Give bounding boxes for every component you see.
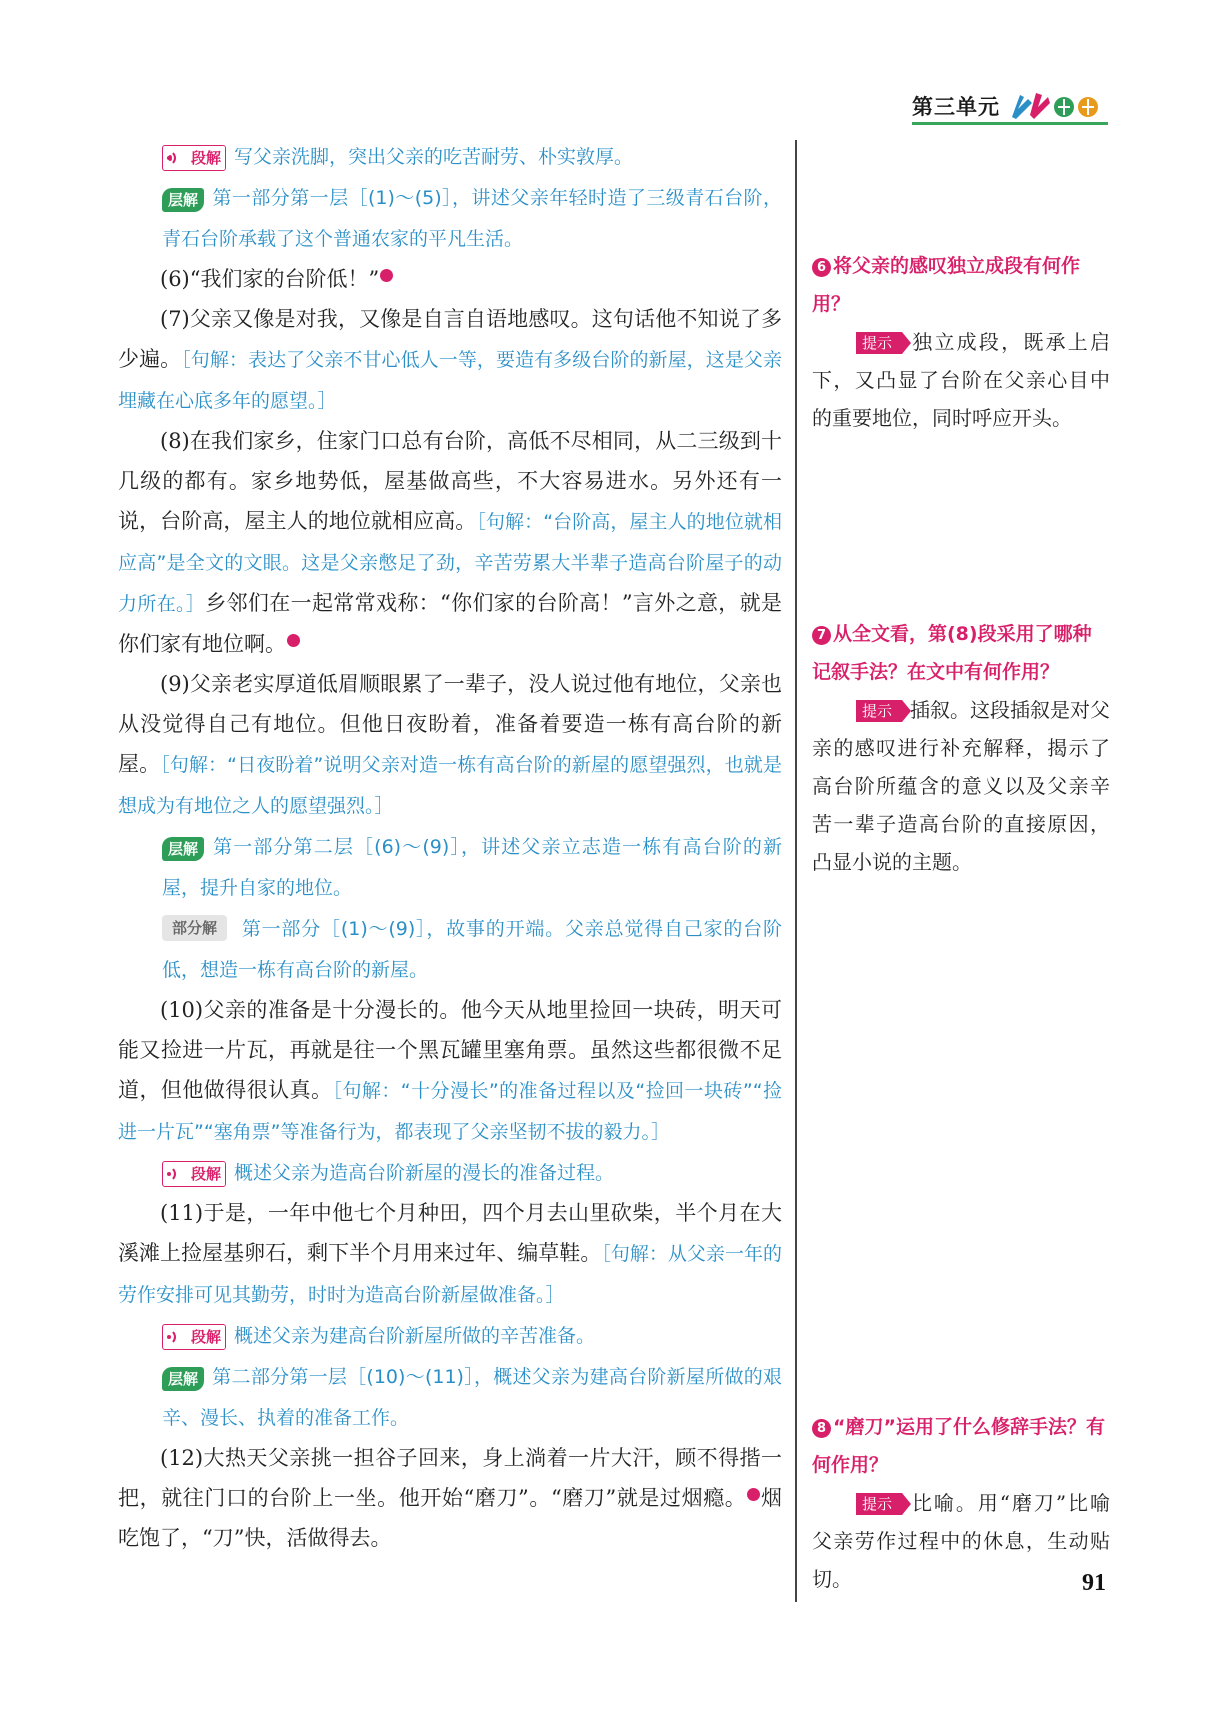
side-question-7 (812, 615, 1110, 881)
column-divider (795, 140, 797, 1602)
paragraph-note (118, 136, 782, 177)
paragraph-10: (10)父亲的准备是十分漫长的。他今天从地里捡回一块砖，明天可能又捡进一片瓦，再就是往一个黑瓦罐里塞角票。虽然这些都很微不足道，但他做得很认真。［句解：“十分漫长”的准备过程以及“捡回一块砖”“捡进一片瓦”“塞角票”等准备行为，都表现了父亲坚韧不拔的毅力。］ (118, 998, 782, 1143)
sentence-note-label: ［句解： (601, 1243, 668, 1265)
paragraph-7: (7)父亲又像是对我，又像是自言自语地感叹。这句话他不知说了多少遍。［句解：表达了父亲不甘心低人一等，要造有多级台阶的新屋，这是父亲埋藏在心底多年的愿望。］ (118, 307, 782, 412)
header-underline (912, 122, 1108, 125)
question-number: 7 (812, 626, 831, 645)
speaker-icon (163, 1162, 187, 1186)
sentence-note: 表达了父亲不甘心低人一等，要造有多级台阶的新屋，这是父亲埋藏在心底多年的愿望。］ (118, 349, 782, 412)
sentence-note: 从父亲一年的劳作安排可见其勤劳，时时为造高台阶新屋做准备。］ (118, 1243, 782, 1306)
paragraph-12: (12)大热天父亲挑一担谷子回来，身上淌着一片大汗，顾不得揩一把，就往门口的台阶上一坐。他开始“磨刀”。“磨刀”就是过烟瘾。 8烟吃饱了，“刀”快，活做得去。 (118, 1446, 796, 1550)
question-marker: 7 (287, 634, 300, 647)
duanjie-tag: 段解 (162, 1324, 226, 1350)
question-number: 8 (812, 1419, 831, 1438)
note-text: 概述父亲为造高台阶新屋的漫长的准备过程。 (234, 1162, 615, 1184)
answer-text: 插叙。这段插叙是对父亲的感叹进行补充解释，揭示了高台阶所蕴含的意义以及父亲辛苦一辈子造高台阶的直接原因，凸显小说的主题。 (812, 698, 1111, 874)
side-question-6 (812, 247, 1110, 437)
sentence-note-label: ［句解： (181, 349, 249, 371)
paragraph-8: (8)在我们家乡，住家门口总有台阶，高低不尽相同，从二三级到十几级的都有。家乡地势低，屋基做高些，不大容易进水。另外还有一说，台阶高，屋主人的地位就相应高。［句解：“台阶高，屋主人的地位就相应高”是全文的文眼。这是父亲憋足了劲，辛苦劳累大半辈子造高台阶屋子的动力所在。］乡邻们在一起常常戏称：“你们家的台阶高！”言外之意，就是你们家有地位啊。 7 (118, 429, 782, 656)
sentence-note: “日夜盼着”说明父亲对造一栋有高台阶的新屋的愿望强烈，也就是想成为有地位之人的愿望强烈。］ (118, 754, 782, 817)
main-column (118, 136, 796, 1558)
tishi-tag: 提示 (856, 700, 902, 722)
part-note (118, 908, 782, 990)
question-text: 将父亲的感叹独立成段有何作用？ (812, 255, 1081, 315)
answer-text: 比喻。用“磨刀”比喻父亲劳作过程中的休息，生动贴切。 (812, 1491, 1110, 1591)
layer-note (118, 826, 782, 908)
paragraph-note (118, 1315, 782, 1356)
cengjie-tag: 层解 (162, 837, 204, 861)
bufenjie-tag: 部分解 (162, 915, 227, 941)
question-number: 6 (812, 258, 831, 277)
tishi-tag: 提示 (856, 332, 902, 354)
sentence-note-label: ［句解： (332, 1080, 401, 1102)
duanjie-tag: 段解 (162, 145, 226, 171)
layer-text: 第二部分第一层［(10)～(11)］，概述父亲为建高台阶新屋所做的艰辛、漫长、执着的准备工作。 (162, 1366, 782, 1429)
cengjie-tag: 层解 (162, 1367, 204, 1391)
note-text: 概述父亲为建高台阶新屋所做的辛苦准备。 (234, 1325, 596, 1347)
question-marker: 6 (380, 269, 393, 282)
unit-header (912, 86, 1106, 126)
question-text: “磨刀”运用了什么修辞手法？有何作用？ (812, 1416, 1105, 1476)
cengjie-tag: 层解 (162, 188, 204, 212)
speaker-icon (163, 1325, 187, 1349)
side-question-8 (812, 1408, 1110, 1598)
sentence-note-label: ［句解： (476, 511, 544, 533)
paragraph-note (118, 1152, 782, 1193)
paragraph-6: (6)“我们家的台阶低！” 6 (160, 267, 428, 291)
sentence-note: “十分漫长”的准备过程以及“捡回一块砖”“捡进一片瓦”“塞角票”等准备行为，都表现了父亲坚韧不拔的毅力。］ (118, 1080, 782, 1143)
layer-text: 第一部分第二层［(6)～(9)］，讲述父亲立志造一栋有高台阶的新屋，提升自家的地位。 (162, 836, 782, 899)
question-marker: 8 (747, 1488, 760, 1501)
tishi-tag: 提示 (856, 1493, 902, 1515)
unit-logo-icon (1006, 89, 1106, 123)
question-text: 从全文看，第(8)段采用了哪种记叙手法？在文中有何作用？ (812, 623, 1092, 683)
layer-note (118, 1356, 782, 1438)
speaker-icon (163, 146, 187, 170)
layer-text: 第一部分第一层［(1)～(5)］，讲述父亲年轻时造了三级青石台阶，青石台阶承载了这个普通农家的平凡生活。 (162, 187, 782, 250)
paragraph-11: (11)于是，一年中他七个月种田，四个月去山里砍柴，半个月在大溪滩上捡屋基卵石，剩下半个月用来过年、编草鞋。［句解：从父亲一年的劳作安排可见其勤劳，时时为造高台阶新屋做准备。］ (118, 1201, 782, 1306)
part-text: 第一部分［(1)～(9)］，故事的开端。父亲总觉得自己家的台阶低，想造一栋有高台阶的新屋。 (162, 918, 782, 981)
note-text: 写父亲洗脚，突出父亲的吃苦耐劳、朴实敦厚。 (234, 146, 634, 168)
answer-text: 独立成段，既承上启下，又凸显了台阶在父亲心目中的重要地位，同时呼应开头。 (812, 330, 1110, 430)
page-number: 91 (1082, 1570, 1106, 1596)
unit-title: 第三单元 (912, 95, 1000, 119)
sentence-note: “台阶高，屋主人的地位就相应高”是全文的文眼。这是父亲憋足了劲，辛苦劳累大半辈子造高台阶屋子的动力所在。］ (118, 511, 782, 615)
layer-note (118, 177, 782, 259)
sentence-note-label: ［句解： (160, 754, 228, 776)
paragraph-9: (9)父亲老实厚道低眉顺眼累了一辈子，没人说过他有地位，父亲也从没觉得自己有地位。但他日夜盼着，准备着要造一栋有高台阶的新屋。［句解：“日夜盼着”说明父亲对造一栋有高台阶的新屋的愿望强烈，也就是想成为有地位之人的愿望强烈。］ (118, 672, 782, 817)
duanjie-tag: 段解 (162, 1161, 226, 1187)
